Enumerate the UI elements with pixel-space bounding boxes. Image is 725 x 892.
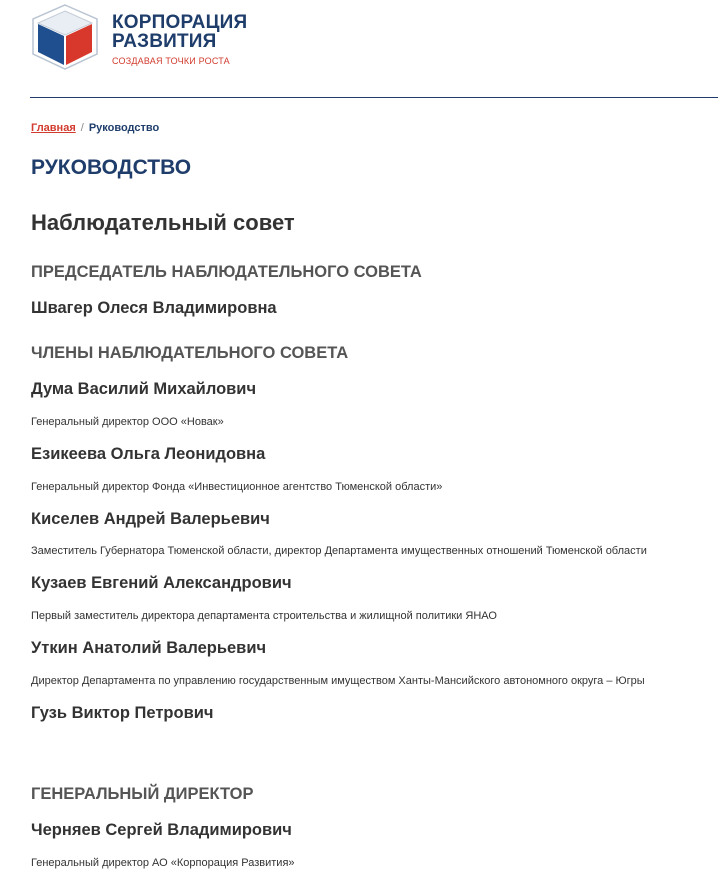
breadcrumb-current: Руководство (88, 122, 160, 134)
member-name: Езикеева Ольга Леонидовна (31, 445, 266, 463)
member-role: Заместитель Губернатора Тюменской области, директор Департамента имущественных отношений Тюменской области (31, 545, 647, 557)
member-role: Директор Департамента по управлению государственным имуществом Ханты-Мансийского автономного округа – Югры (31, 675, 645, 687)
breadcrumb (31, 122, 159, 134)
breadcrumb-separator: / (80, 122, 84, 134)
cube-logo-icon[interactable] (30, 4, 100, 70)
member-role: Первый заместитель директора департамента строительства и жилищной политики ЯНАО (31, 610, 497, 622)
ceo-role: Генеральный директор АО «Корпорация Развития» (31, 857, 295, 869)
chair-heading: ПРЕДСЕДАТЕЛЬ НАБЛЮДАТЕЛЬНОГО СОВЕТА (31, 263, 422, 281)
members-heading: ЧЛЕНЫ НАБЛЮДАТЕЛЬНОГО СОВЕТА (31, 344, 349, 362)
page-title: РУКОВОДСТВО (31, 156, 192, 179)
header-divider (30, 97, 718, 98)
chair-name: Швагер Олеся Владимировна (31, 299, 277, 317)
brand-tagline: СОЗДАВАЯ ТОЧКИ РОСТА (112, 56, 230, 66)
member-role: Генеральный директор Фонда «Инвестиционное агентство Тюменской области» (31, 481, 443, 493)
member-name: Киселев Андрей Валерьевич (31, 510, 270, 528)
site-header (0, 0, 725, 98)
brand-name-line1: КОРПОРАЦИЯ (112, 12, 248, 33)
breadcrumb-home-link[interactable]: Главная (31, 122, 76, 134)
board-title: Наблюдательный совет (31, 210, 295, 235)
brand-name-line2: РАЗВИТИЯ (112, 31, 217, 52)
member-name: Гузь Виктор Петрович (31, 704, 214, 722)
ceo-heading: ГЕНЕРАЛЬНЫЙ ДИРЕКТОР (31, 785, 254, 803)
brand-block[interactable] (112, 13, 247, 66)
member-role: Генеральный директор ООО «Новак» (31, 416, 224, 428)
member-name: Уткин Анатолий Валерьевич (31, 639, 267, 657)
ceo-name: Черняев Сергей Владимирович (31, 821, 292, 839)
member-name: Кузаев Евгений Александрович (31, 574, 292, 592)
member-name: Дума Василий Михайлович (31, 380, 257, 398)
